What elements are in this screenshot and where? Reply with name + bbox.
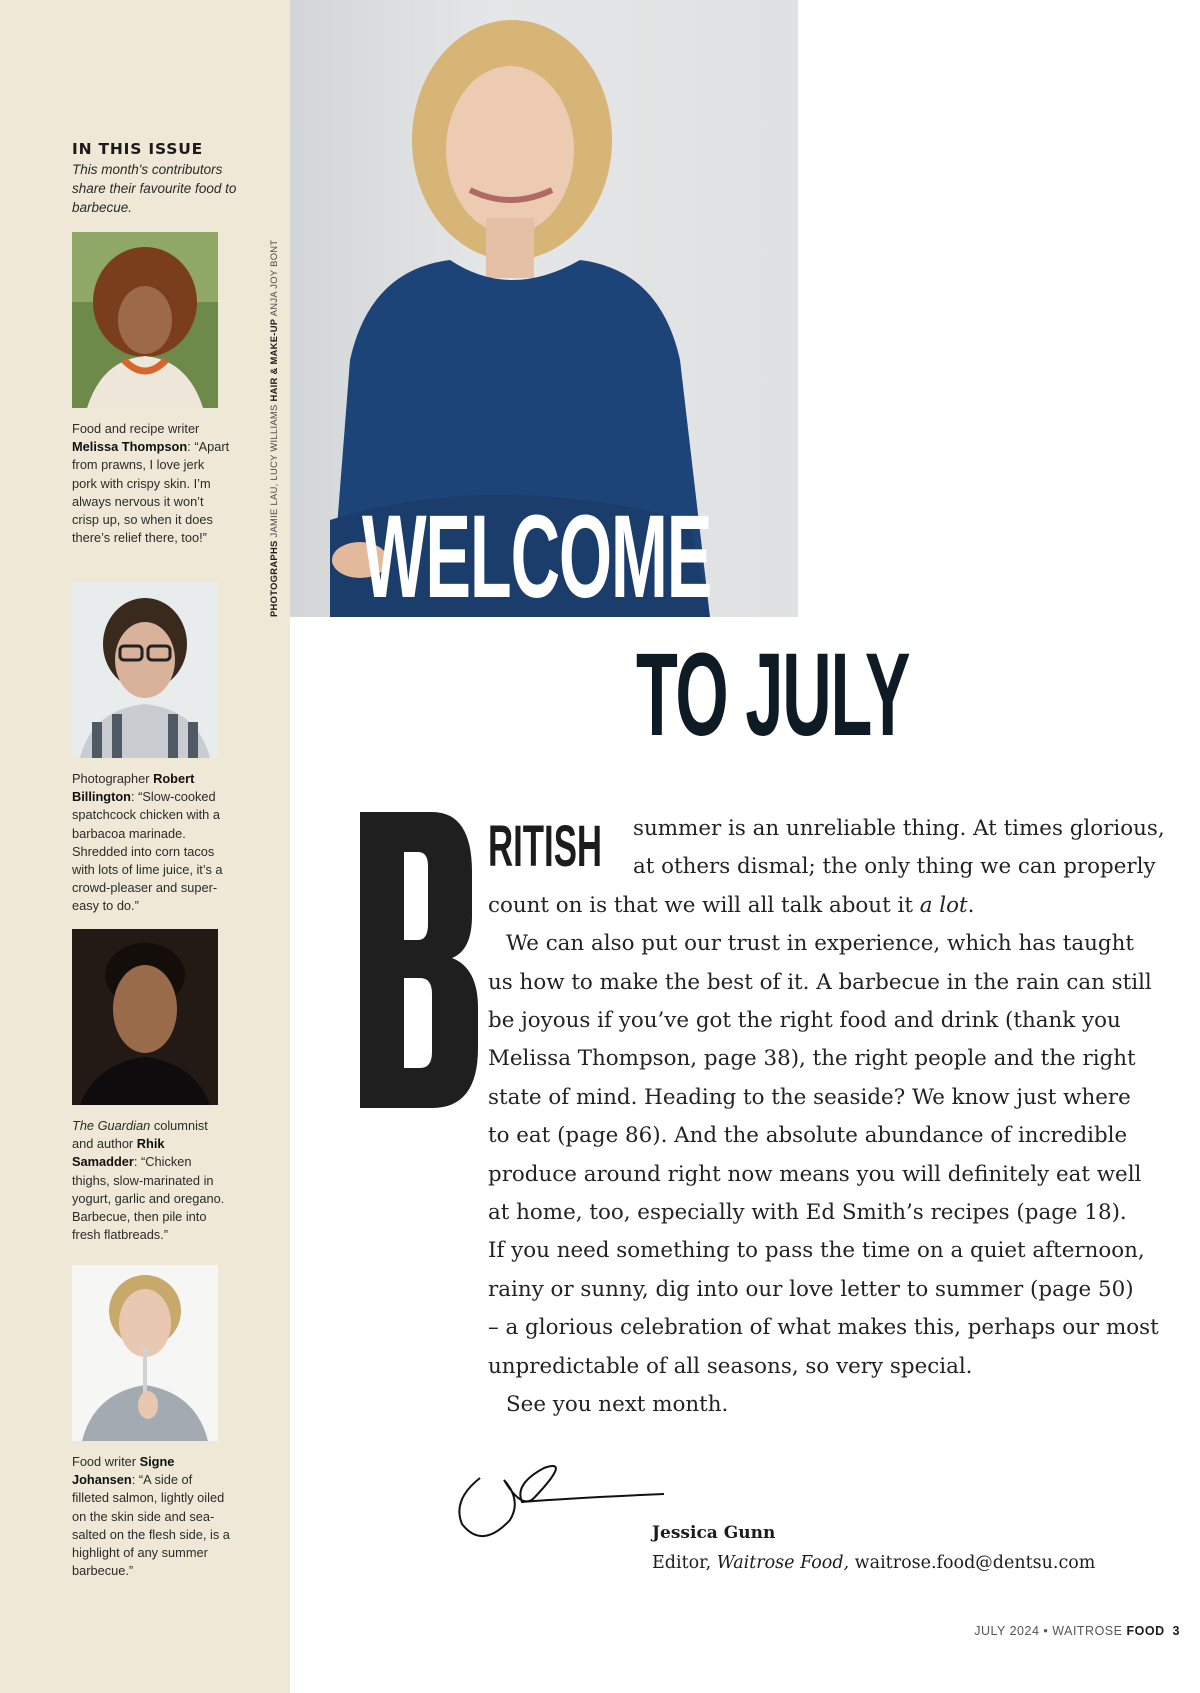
editors-letter-body [488, 810, 1178, 1425]
contributor-bio: The Guardian columnist and author Rhik Samadder: “Chicken thighs, slow-marinated in yogurt, garlic and oregano. Barbecue, then pile into fresh flatbreads.” [72, 1118, 225, 1243]
contributor-role: columnist and author [72, 1118, 208, 1152]
body-line: unpredictable of all seasons, so very special. [488, 1353, 973, 1379]
contributor-name: Robert Billington [72, 771, 195, 805]
dropcap-b [360, 812, 478, 1108]
page-number: 3 [1172, 1624, 1180, 1638]
body-line: We can also put our trust in experience, which has taught [506, 931, 1134, 957]
contributors-sidebar [0, 0, 290, 1693]
headline-line-1: WELCOME [362, 491, 712, 623]
photo-credits [268, 225, 279, 617]
contributor-bio: Food and recipe writer Melissa Thompson: “Apart from prawns, I love jerk pork with crispy skin. I’m always nervous it won’t crisp up, so when it does there’s relief there, too!” [72, 421, 230, 546]
editor-email: waitrose.food@dentsu.com [854, 1553, 1096, 1573]
body-line: to eat (page 86). And the absolute abundance of incredible [488, 1123, 1128, 1149]
contributor-photo [72, 232, 218, 408]
page-footer [974, 1624, 1180, 1638]
contributor-role: Photographer [72, 771, 150, 786]
body-line: Melissa Thompson, page 38), the right people and the right [488, 1046, 1136, 1072]
contributor-photo [72, 929, 218, 1105]
headline-line-2: TO JULY [636, 629, 910, 761]
credit-value: JAMIE LAU, LUCY WILLIAMS [268, 404, 279, 538]
publication-name: Waitrose Food, [716, 1553, 850, 1573]
editor-signature [452, 1450, 672, 1545]
emphasis: a lot [919, 892, 968, 918]
brand-name-bold: FOOD [1126, 1624, 1165, 1638]
contributor-photo [72, 1265, 218, 1441]
body-line [488, 887, 1178, 925]
body-text-run: count on is that we will all talk about it [488, 892, 913, 918]
credit-label: PHOTOGRAPHS [268, 540, 279, 617]
body-line: at others dismal; the only thing we can properly [633, 854, 1156, 880]
contributor-rhik-samadder [72, 929, 232, 1244]
credit-label: HAIR & MAKE-UP [268, 318, 279, 402]
separator: • [1043, 1624, 1049, 1638]
contributor-name: Signe Johansen [72, 1454, 175, 1488]
contributor-bio: Food writer Signe Johansen: “A side of filleted salmon, lightly oiled on the skin side and sea-salted on the flesh side, is a highlight of any summer barbecue.” [72, 1454, 230, 1579]
body-line: rainy or sunny, dig into our love letter to summer (page 50) [488, 1276, 1134, 1302]
publication-name: The Guardian [72, 1118, 151, 1133]
editor-name: Jessica Gunn [652, 1523, 776, 1543]
body-line: summer is an unreliable thing. At times glorious, [633, 816, 1165, 841]
contributor-bio: Photographer Robert Billington: “Slow-cooked spatchcock chicken with a barbacoa marinade. Shredded into corn tacos with lots of lime juice, it’s a crowd-pleaser and super-easy to do.” [72, 771, 223, 914]
contributor-quote: “Apart from prawns, I love jerk pork with crispy skin. I’m always nervous it won’t crisp up, so when it does there’s relief there, too!” [72, 439, 230, 546]
contributor-quote: “Chicken thighs, slow-marinated in yogurt, garlic and oregano. Barbecue, then pile into fresh flatbreads.” [72, 1154, 225, 1243]
contributor-role: Food writer [72, 1454, 137, 1469]
body-line: produce around right now means you will definitely eat well [488, 1161, 1142, 1187]
punctuation: . [967, 892, 975, 918]
body-line: See you next month. [506, 1392, 729, 1418]
section-intro: This month's contributors share their favourite food to barbecue. [72, 162, 237, 215]
contributor-name: Melissa Thompson [72, 439, 188, 455]
contributor-name: Rhik Samadder [72, 1136, 165, 1170]
contributor-robert-billington [72, 582, 232, 916]
body-line: – a glorious celebration of what makes this, perhaps our most [488, 1315, 1159, 1341]
lead-word: RITISH [488, 814, 603, 879]
brand-name: WAITROSE [1052, 1624, 1123, 1638]
editor-title: Editor, [652, 1553, 712, 1573]
body-line: be joyous if you’ve got the right food and drink (thank you [488, 1008, 1121, 1034]
body-line: us how to make the best of it. A barbecue in the rain can still [488, 969, 1152, 995]
section-heading: IN THIS ISSUE [72, 140, 203, 158]
in-this-issue-header [72, 140, 237, 217]
editor-role [652, 1553, 1095, 1573]
body-line: at home, too, especially with Ed Smith’s recipes (page 18). [488, 1200, 1127, 1226]
body-line: If you need something to pass the time on a quiet afternoon, [488, 1238, 1145, 1264]
body-line: state of mind. Heading to the seaside? We know just where [488, 1084, 1131, 1110]
contributor-melissa-thompson [72, 232, 232, 547]
contributor-signe-johansen [72, 1265, 232, 1580]
contributor-role: Food and recipe writer [72, 421, 200, 436]
contributor-photo [72, 582, 218, 758]
contributor-quote: “A side of filleted salmon, lightly oiled on the skin side and sea-salted on the flesh side, is a highlight of any summer barbecue.” [72, 1472, 230, 1579]
contributor-quote: “Slow-cooked spatchcock chicken with a barbacoa marinade. Shredded into corn tacos with lots of lime juice, it’s a crowd-pleaser and super-easy to do.” [72, 789, 223, 914]
issue-date: JULY 2024 [974, 1624, 1040, 1638]
credit-value: ANJA JOY BONT [268, 239, 279, 317]
